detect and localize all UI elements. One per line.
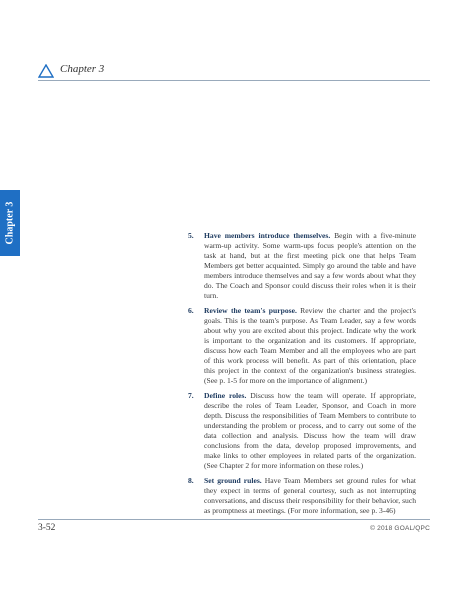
step-body: Have Team Members set ground rules for what they expect in terms of general courtesy, such as not interrupting conversations, and discuss their responsibility for their behavior, such as promptness at meetings. (For more information, see p. 3-46) <box>204 476 416 515</box>
step-heading: Have members introduce themselves. <box>204 231 331 240</box>
header-divider <box>38 80 430 81</box>
step-item <box>188 476 416 516</box>
step-item <box>188 391 416 471</box>
page-header <box>38 62 430 82</box>
step-body: Review the charter and the project's goals. This is the team's purpose. As Team Leader, say a few words about why you are excited about this project. Indicate why the work is important to the organization and its customers. If appropriate, discuss how each Team Member and all the employees who are part of this work process will benefit. As part of this orientation, place this project in the context of the organization's business strategies. (See p. 1-5 for more on the importance of alignment.) <box>204 306 416 385</box>
chapter-title: Chapter 3 <box>60 63 105 75</box>
page-number: 3-52 <box>38 523 56 533</box>
copyright-notice: © 2018 GOAL/QPC <box>370 525 430 532</box>
triangle-icon <box>38 64 54 78</box>
step-heading: Define roles. <box>204 391 247 400</box>
page-footer <box>38 519 430 535</box>
step-number: 7. <box>188 391 194 400</box>
step-number: 5. <box>188 231 194 240</box>
steps-list <box>188 231 416 521</box>
step-heading: Set ground rules. <box>204 476 262 485</box>
side-tab-label: Chapter 3 <box>4 201 16 245</box>
step-item <box>188 306 416 386</box>
step-item <box>188 231 416 301</box>
step-body: Discuss how the team will operate. If appropriate, describe the roles of Team Leader, Sponsor, and Coach in more depth. Discuss the responsibilities of Team Members to contribute to understanding the problem or process, and to carry out some of the data collection and analysis. Discuss how the team will draw conclusions from the data, develop proposed improvements, and make links to other employees in related parts of the organization. (See Chapter 2 for more information on these roles.) <box>204 391 416 470</box>
footer-divider <box>38 519 430 520</box>
step-body: Begin with a five-minute warm-up activity. Some warm-ups focus people's attention on the task at hand, but at the first meeting pick one that helps Team Members get better acquainted. Simply go around the table and have members introduce themselves and say a few words about what they do. The Coach and Sponsor could discuss their roles when it is their turn. <box>204 231 416 300</box>
chapter-side-tab <box>0 190 20 256</box>
step-heading: Review the team's purpose. <box>204 306 297 315</box>
step-number: 6. <box>188 306 194 315</box>
step-number: 8. <box>188 476 194 485</box>
